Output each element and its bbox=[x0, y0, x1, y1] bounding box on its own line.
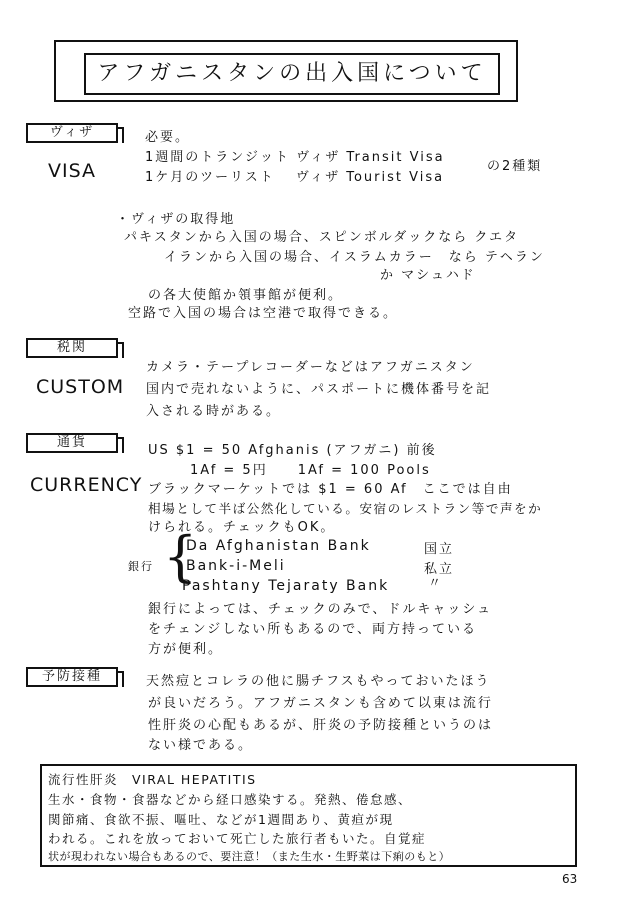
banks-brace: { bbox=[163, 525, 198, 588]
currency-rate: US $1 = 50 Afghanis (アフガニ) 前後 bbox=[148, 443, 437, 458]
visa-line-2: 1週間のトランジット ヴィザ Transit Visa bbox=[145, 150, 445, 165]
visa-line-1: 必要。 bbox=[145, 130, 191, 145]
banks-label: 銀行 bbox=[128, 560, 154, 573]
visa-label: ヴィザ bbox=[26, 123, 118, 143]
customs-line-3: 入される時がある。 bbox=[146, 404, 282, 419]
note-heading: 流行性肝炎 VIRAL HEPATITIS bbox=[48, 772, 257, 787]
currency-line-3: けられる。チェックもOK。 bbox=[148, 520, 336, 535]
currency-line-1: ブラックマーケットでは $1 = 60 Af ここでは自由 bbox=[148, 482, 513, 497]
vaccination-label: 予防接種 bbox=[26, 667, 118, 687]
note-line-2: 関節痛、食欲不振、嘔吐、などが1週間あり、黄疸が現 bbox=[48, 812, 394, 827]
page-number: 63 bbox=[562, 872, 578, 886]
vaccination-line-1: 天然痘とコレラの他に腸チフスもやっておいたほう bbox=[146, 674, 491, 689]
vaccination-line-4: ない様である。 bbox=[148, 738, 254, 753]
customs-label: 税関 bbox=[26, 338, 118, 358]
currency-label: 通貨 bbox=[26, 433, 118, 453]
bank-note-1: 銀行によっては、チェックのみで、ドルキャッシュ bbox=[148, 602, 493, 617]
visa-acq-line-5: 空路で入国の場合は空港で取得できる。 bbox=[128, 306, 399, 321]
bank-name-1: Da Afghanistan Bank bbox=[186, 538, 371, 554]
bank-type-1: 国立 bbox=[424, 542, 455, 557]
bank-name-2: Bank-i-Meli bbox=[186, 558, 286, 574]
visa-line-3: 1ケ月のツーリスト ヴィザ Tourist Visa bbox=[145, 170, 445, 185]
note-line-1: 生水・食物・食器などから経口感染する。発熱、倦怠感、 bbox=[48, 792, 413, 807]
bank-type-2: 私立 bbox=[424, 562, 455, 577]
bank-note-3: 方が便利。 bbox=[148, 642, 224, 657]
note-line-3: われる。これを放っておいて死亡した旅行者もいた。自覚症 bbox=[48, 831, 427, 846]
vaccination-line-3: 性肝炎の心配もあるが、肝炎の予防接種というのは bbox=[148, 718, 494, 733]
currency-units: 1Af = 5円 1Af = 100 Pools bbox=[190, 463, 431, 478]
visa-english: VISA bbox=[48, 160, 97, 182]
bank-type-3: 〃 bbox=[428, 576, 444, 591]
visa-acq-heading: ・ヴィザの取得地 bbox=[116, 212, 236, 227]
note-line-4: 状が現われない場合もあるので、要注意！（また生水・生野菜は下痢のもと） bbox=[48, 850, 451, 863]
visa-acq-line-3: か マシュハド bbox=[380, 268, 476, 283]
visa-acq-line-2: イランから入国の場合、イスラムカラー なら テヘラン bbox=[164, 250, 545, 265]
customs-line-1: カメラ・テープレコーダーなどはアフガニスタン bbox=[146, 360, 475, 375]
page-title: アフガニスタンの出入国について bbox=[84, 53, 500, 95]
visa-acq-line-4: の各大使館か領事館が便利。 bbox=[148, 288, 344, 303]
bank-note-2: をチェンジしない所もあるので、両方持っている bbox=[148, 622, 478, 637]
vaccination-line-2: が良いだろう。アフガニスタンも含めて以東は流行 bbox=[148, 696, 493, 711]
visa-two-types: の2種類 bbox=[487, 159, 543, 174]
bank-name-3: Pashtany Tejaraty Bank bbox=[182, 578, 390, 594]
currency-line-2: 相場として半ば公然化している。安宿のレストラン等で声をか bbox=[148, 501, 543, 516]
customs-english: CUSTOM bbox=[36, 376, 125, 398]
customs-line-2: 国内で売れないように、パスポートに機体番号を記 bbox=[146, 382, 492, 397]
visa-acq-line-1: パキスタンから入国の場合、スピンボルダックなら クエタ bbox=[124, 230, 520, 245]
currency-english: CURRENCY bbox=[30, 474, 143, 496]
